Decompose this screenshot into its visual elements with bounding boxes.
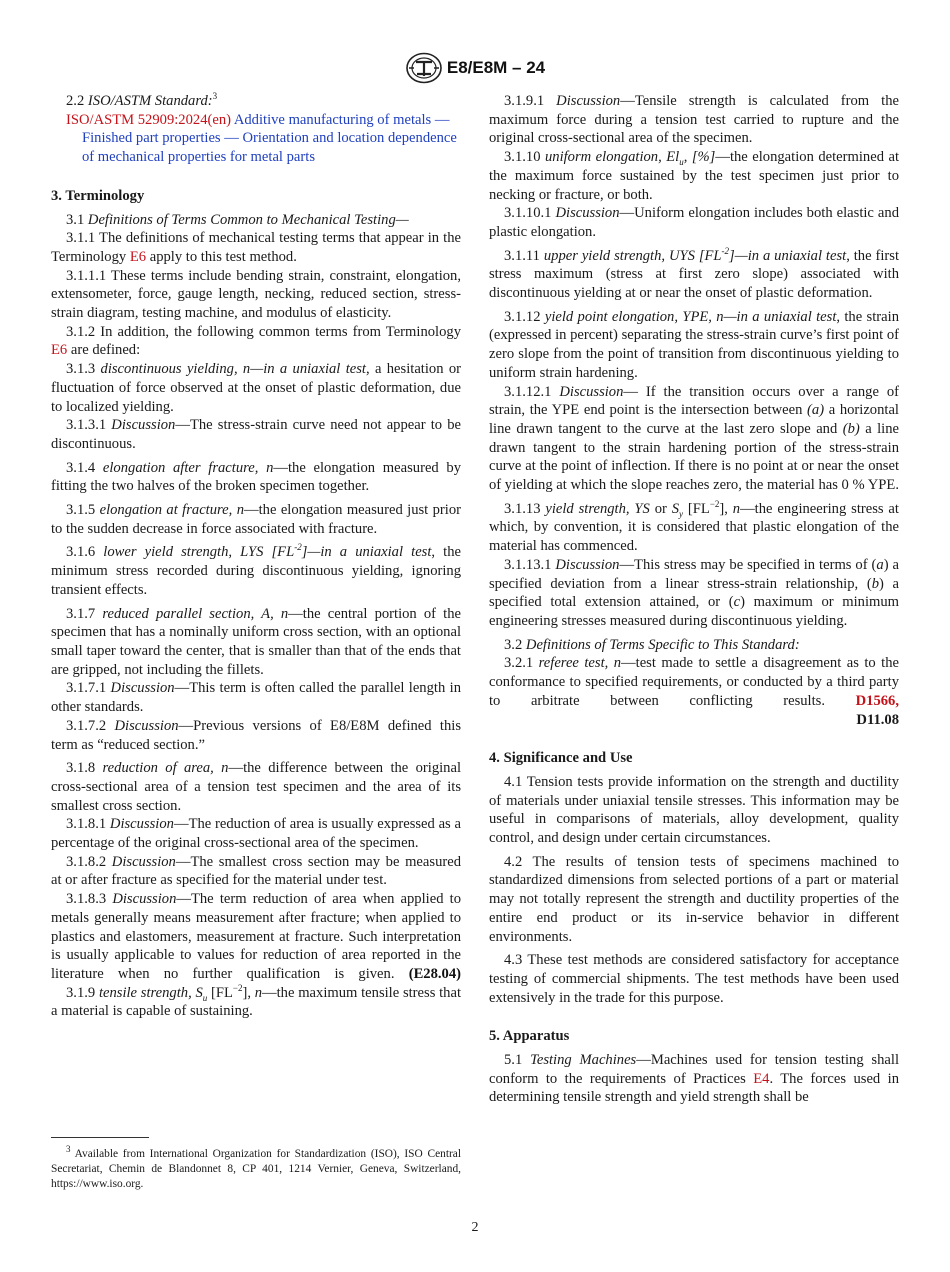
- para-3-1: 3.1 Definitions of Terms Common to Mechanical Testing—: [66, 211, 409, 228]
- para-3-1-3: 3.1.3 discontinuous yielding, n—in a uniaxial test, a hesitation or fluctuation of force observed at the onset of plastic deformation, due to localized yielding.: [51, 361, 461, 415]
- para-3-1-8-1: 3.1.8.1 Discussion—The reduction of area is usually expressed as a percentage of the original cross-sectional area of the specimen.: [51, 816, 461, 852]
- page-header: [0, 52, 950, 84]
- para-3-1-10: 3.1.10 uniform elongation, $El_u$, [%]—the elongation determined at the maximum force sustained by the test specimen just prior to necking or fracture, or both.: [489, 149, 900, 203]
- footnote-3: $^3$ Available from International Organization for Standardization (ISO), ISO Central Secretariat, Chemin de Blandonnet 8, CP 401, 1214 Vernier, Geneva, Switzerland, https://www.iso.org.: [51, 1144, 462, 1190]
- committee-ref: (E28.04): [408, 965, 461, 982]
- link-d1566[interactable]: D1566,: [855, 692, 899, 709]
- section-3-heading: 3. Terminology: [51, 187, 145, 204]
- para-3-1-1-1: 3.1.1.1 These terms include bending strain, constraint, elongation, extensometer, force, gauge length, necking, reduced section, stress-strain diagram, testing machine, and modulus of elasticity.: [51, 267, 461, 322]
- para-4-2: 4.2 The results of tension tests of specimens machined to standardized dimensions from selected portions of a part or material may not totally represent the strength and ductility properties of the entire end product or its in-service behavior in different environments.: [489, 853, 899, 945]
- para-5-1: 5.1 Testing Machines—Machines used for tension testing shall conform to the requirements of Practices E4. The forces used in determining tensile strength and yield strength shall be: [489, 1052, 899, 1106]
- astm-logo-icon: [405, 52, 443, 84]
- iso-reference-link[interactable]: ISO/ASTM 52909:2024(en): [66, 111, 231, 128]
- para-3-1-4: 3.1.4 elongation after fracture, n—the elongation measured by fitting the two halves of the broken specimen together.: [51, 459, 462, 495]
- para-3-1-13: 3.1.13 yield strength, YS or $S_y$ $[FL^{-2}]$, n—the engineering stress at which, by convention, it is considered that plastic elongation of the material has commenced.: [489, 498, 899, 555]
- para-3-2: 3.2 Definitions of Terms Specific to This Standard:: [504, 636, 800, 653]
- para-3-1-5: 3.1.5 elongation at fracture, n—the elongation measured just prior to the sudden decrease in force associated with fracture.: [51, 502, 461, 537]
- para-3-1-10-1: 3.1.10.1 Discussion—Uniform elongation includes both elastic and plastic elongation.: [489, 205, 900, 240]
- para-3-1-12: 3.1.12 yield point elongation, YPE, n—in a uniaxial test, the strain (expressed in percent) separating the stress-strain curve’s first point of zero slope from the point of transition from discontinuous yielding to uniform strain hardening.: [489, 308, 899, 381]
- para-3-1-13-1: 3.1.13.1 Discussion—This stress may be specified in terms of (a) a specified deviation from a linear stress-strain relationship, (b) a specified total extension attained, or (c) maximum or minimum engineering stresses measured during discontinuous yielding.: [489, 556, 899, 629]
- right-column: [489, 92, 899, 1107]
- link-e6[interactable]: E6: [129, 248, 147, 265]
- section-4-heading: 4. Significance and Use: [489, 750, 633, 767]
- para-4-3: 4.3 These test methods are considered satisfactory for acceptance testing of commercial shipments. The test methods have been used extensively in the trade for this purpose.: [489, 952, 899, 1006]
- link-e4[interactable]: E4: [753, 1070, 770, 1087]
- para-3-1-7-2: 3.1.7.2 Discussion—Previous versions of E8/E8M defined this term as “reduced section.”: [51, 717, 461, 753]
- para-3-1-9-1: 3.1.9.1 Discussion—Tensile strength is calculated from the maximum force during a tension test carried to rupture and the original cross-sectional area of the specimen.: [489, 93, 899, 147]
- para-3-1-8: 3.1.8 reduction of area, n—the difference between the original cross-sectional area of a tension test specimen and the area of its smallest cross section.: [51, 760, 462, 814]
- footnote-divider: [51, 1137, 149, 1138]
- para-3-1-2: 3.1.2 In addition, the following common terms from Terminology E6 are defined:: [51, 323, 461, 359]
- para-3-1-1: 3.1.1 The definitions of mechanical testing terms that appear in the Terminology E6 apply to this test method.: [51, 230, 461, 265]
- section-2-2: 2.2 ISO/ASTM Standard:$^3$: [66, 91, 218, 109]
- link-e6[interactable]: E6: [51, 342, 68, 359]
- para-3-1-3-1: 3.1.3.1 Discussion—The stress-strain curve need not appear to be discontinuous.: [51, 417, 461, 452]
- para-3-1-11: 3.1.11 upper yield strength, UYS $[FL^{-2}]—in$ a uniaxial test, the first stress maximum (stress at first zero slope) associated with discontinuous yielding at or near the onset of plastic deformation.: [489, 245, 899, 302]
- para-3-1-7-1: 3.1.7.1 Discussion—This term is often called the parallel length in other standards.: [51, 680, 461, 716]
- para-3-2-1: 3.2.1 referee test, n—test made to settle a disagreement as to the conformance to specified requirements, or conducted by a third party to arbitrate between conflicting results. D1566,: [489, 655, 899, 709]
- document-designation: E8/E8M – 24: [446, 58, 546, 77]
- committee-ref-d11-08: D11.08: [856, 711, 899, 728]
- iso-reference: [51, 111, 461, 167]
- para-3-1-7: 3.1.7 reduced parallel section, A, n—the central portion of the specimen that has a nominally uniform cross section, with an optional small taper toward the center, that is smaller than that of the ends that are gripped, not including the fillets.: [51, 605, 462, 678]
- page-number: 2: [471, 1220, 479, 1235]
- para-3-1-12-1: 3.1.12.1 Discussion— If the transition occurs over a range of strain, the YPE end point is the intersection between (a) a horizontal line drawn tangent to the curve at the last zero slope and (b) a line drawn tangent to the strain hardening portion of the stress-strain curve at the point of inflection. If there is no point at or near the onset of yielding at which the slope reaches zero, the material has 0 % YPE.: [489, 383, 899, 494]
- para-4-1: 4.1 Tension tests provide information on the strength and ductility of materials under uniaxial tensile stresses. This information may be useful in comparisons of materials, alloy development, quality control, and design under certain circumstances.: [489, 773, 899, 847]
- iso-title-link[interactable]: Additive manufacturing of metals — Finished part properties — Orientation and location dependence of mechanical properties for metal parts: [82, 111, 457, 166]
- left-column: [51, 92, 461, 1021]
- para-3-1-6: 3.1.6 lower yield strength, LYS $[FL^{-2}]—in$ a uniaxial test, the minimum stress recorded during discontinuous yielding, ignoring transient effects.: [51, 542, 461, 598]
- section-5-heading: 5. Apparatus: [489, 1028, 570, 1045]
- para-3-1-9: 3.1.9 tensile strength, $S_u$ $[FL^{-2}]$, n—the maximum tensile stress that a material is capable of sustaining.: [51, 982, 461, 1020]
- para-3-1-8-3: 3.1.8.3 Discussion—The term reduction of area when applied to metals generally means measurement after fracture; when applied to plastics and elastomers, measurement at fracture. Such interpretation is usually applicable to values for reduction of area reported in the literature when no further qualification is given. (E28.04): [51, 891, 461, 982]
- para-3-1-8-2: 3.1.8.2 Discussion—The smallest cross section may be measured at or after fracture as specified for the material under test.: [51, 853, 461, 889]
